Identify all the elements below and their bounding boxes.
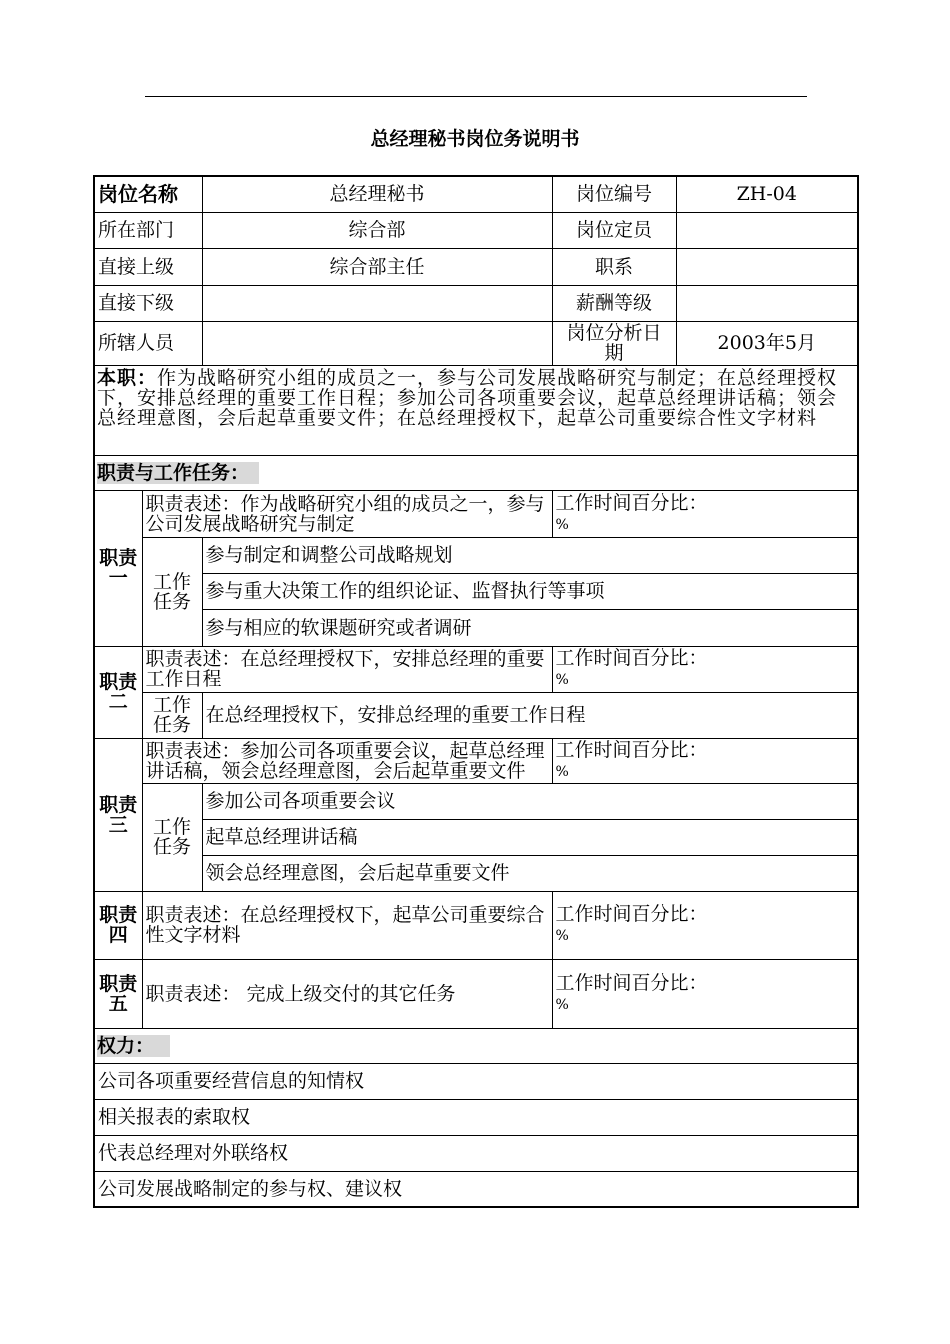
duty-2-work-label: 工作任务 <box>142 692 202 738</box>
value-subordinates <box>202 285 552 321</box>
label-managed-staff: 所辖人员 <box>94 321 202 365</box>
label-department: 所在部门 <box>94 212 202 248</box>
value-headcount <box>676 212 858 248</box>
duty-3-label: 职责三 <box>94 738 142 891</box>
job-description-table <box>93 175 859 1208</box>
duty-4-row <box>94 891 858 959</box>
duty-2-percent <box>552 646 858 692</box>
authority-item-3: 代表总经理对外联络权 <box>94 1135 858 1171</box>
authority-item-4: 公司发展战略制定的参与权、建议权 <box>94 1171 858 1207</box>
duty-3-task-2: 起草总经理讲话稿 <box>202 819 858 855</box>
label-headcount: 岗位定员 <box>552 212 676 248</box>
duty-4-statement: 职责表述：在总经理授权下，起草公司重要综合性文字材料 <box>142 891 552 959</box>
summary-text: 作为战略研究小组的成员之一，参与公司发展战略研究与制定；在总经理授权下，安排总经理的重要工作日程；参加公司各项重要会议，起草总经理讲话稿；领会总经理意图，会后起草重要文件；在总经理授权下，起草公司重要综合性文字材料 <box>97 366 838 429</box>
duty-4-percent <box>552 891 858 959</box>
value-analysis-date: 2003年5月 <box>676 321 858 365</box>
label-supervisor: 直接上级 <box>94 248 202 285</box>
duty-2-task-1: 在总经理授权下，安排总经理的重要工作日程 <box>202 692 858 738</box>
duty-2-task-row-1 <box>94 692 858 738</box>
header-row-subordinates <box>94 285 858 321</box>
label-position-name: 岗位名称 <box>94 176 202 212</box>
label-subordinates: 直接下级 <box>94 285 202 321</box>
duty-5-label: 职责五 <box>94 959 142 1028</box>
authority-item-2: 相关报表的索取权 <box>94 1099 858 1135</box>
duties-section-cell <box>94 455 858 490</box>
duty-3-percent <box>552 738 858 783</box>
duty-5-row <box>94 959 858 1028</box>
authority-row-3 <box>94 1135 858 1171</box>
duty-1-percent-value: % <box>555 516 569 533</box>
duty-1-task-row-1 <box>94 537 858 573</box>
header-row-position-name <box>94 176 858 212</box>
value-supervisor: 综合部主任 <box>202 248 552 285</box>
header-row-supervisor <box>94 248 858 285</box>
header-rule <box>145 96 807 97</box>
duty-1-label: 职责一 <box>94 490 142 646</box>
duty-3-task-row-3 <box>94 855 858 891</box>
label-analysis-date: 岗位分析日期 <box>552 321 676 365</box>
duty-2-percent-value: % <box>555 672 569 688</box>
duty-3-task-1: 参加公司各项重要会议 <box>202 783 858 819</box>
summary-cell <box>94 365 858 455</box>
duty-1-statement: 职责表述：作为战略研究小组的成员之一，参与公司发展战略研究与制定 <box>142 490 552 537</box>
duty-1-task-1: 参与制定和调整公司战略规划 <box>202 537 858 573</box>
duty-1-task-row-2 <box>94 573 858 609</box>
value-position-name: 总经理秘书 <box>202 176 552 212</box>
label-position-code: 岗位编号 <box>552 176 676 212</box>
authority-section-cell <box>94 1028 858 1063</box>
duty-5-percent-label: 工作时间百分比： <box>555 971 708 994</box>
authority-item-1: 公司各项重要经营信息的知情权 <box>94 1063 858 1099</box>
summary-row <box>94 365 858 455</box>
duty-2-percent-label: 工作时间百分比： <box>555 647 708 669</box>
duty-1-percent-label: 工作时间百分比： <box>555 491 708 514</box>
duty-4-percent-value: % <box>555 928 569 944</box>
header-row-department <box>94 212 858 248</box>
duty-1-work-label: 工作任务 <box>142 537 202 646</box>
label-job-family: 职系 <box>552 248 676 285</box>
authority-title: 权力： <box>97 1035 170 1057</box>
authority-section-row <box>94 1028 858 1063</box>
duties-section-title: 职责与工作任务： <box>97 462 259 484</box>
duty-1-task-2: 参与重大决策工作的组织论证、监督执行等事项 <box>202 573 858 609</box>
duty-5-percent <box>552 959 858 1028</box>
duty-1-percent <box>552 490 858 537</box>
duty-3-statement: 职责表述：参加公司各项重要会议，起草总经理讲话稿，领会总经理意图，会后起草重要文件 <box>142 738 552 783</box>
duty-1-task-row-3 <box>94 609 858 646</box>
duty-1-statement-row <box>94 490 858 537</box>
duty-1-task-3: 参与相应的软课题研究或者调研 <box>202 609 858 646</box>
document-title: 总经理秘书岗位务说明书 <box>370 128 580 150</box>
duty-5-percent-value: % <box>555 996 569 1013</box>
value-managed-staff <box>202 321 552 365</box>
duty-3-statement-row <box>94 738 858 783</box>
header-row-managed-staff <box>94 321 858 365</box>
value-department: 综合部 <box>202 212 552 248</box>
duty-3-task-row-2 <box>94 819 858 855</box>
duty-3-task-row-1 <box>94 783 858 819</box>
duty-2-label: 职责二 <box>94 646 142 738</box>
authority-row-1 <box>94 1063 858 1099</box>
duty-3-percent-value: % <box>555 763 569 780</box>
duty-2-statement: 职责表述：在总经理授权下，安排总经理的重要工作日程 <box>142 646 552 692</box>
summary-label: 本职： <box>97 366 158 389</box>
label-pay-grade: 薪酬等级 <box>552 285 676 321</box>
value-position-code: ZH-04 <box>676 176 858 212</box>
value-pay-grade <box>676 285 858 321</box>
duty-5-statement: 职责表述： 完成上级交付的其它任务 <box>142 959 552 1028</box>
value-job-family <box>676 248 858 285</box>
authority-row-4 <box>94 1171 858 1207</box>
duty-4-percent-label: 工作时间百分比： <box>555 903 708 925</box>
duties-section-row <box>94 455 858 490</box>
duty-3-task-3: 领会总经理意图，会后起草重要文件 <box>202 855 858 891</box>
duty-3-work-label: 工作任务 <box>142 783 202 891</box>
duty-3-percent-label: 工作时间百分比： <box>555 738 708 761</box>
authority-row-2 <box>94 1099 858 1135</box>
duty-2-statement-row <box>94 646 858 692</box>
duty-4-label: 职责四 <box>94 891 142 959</box>
